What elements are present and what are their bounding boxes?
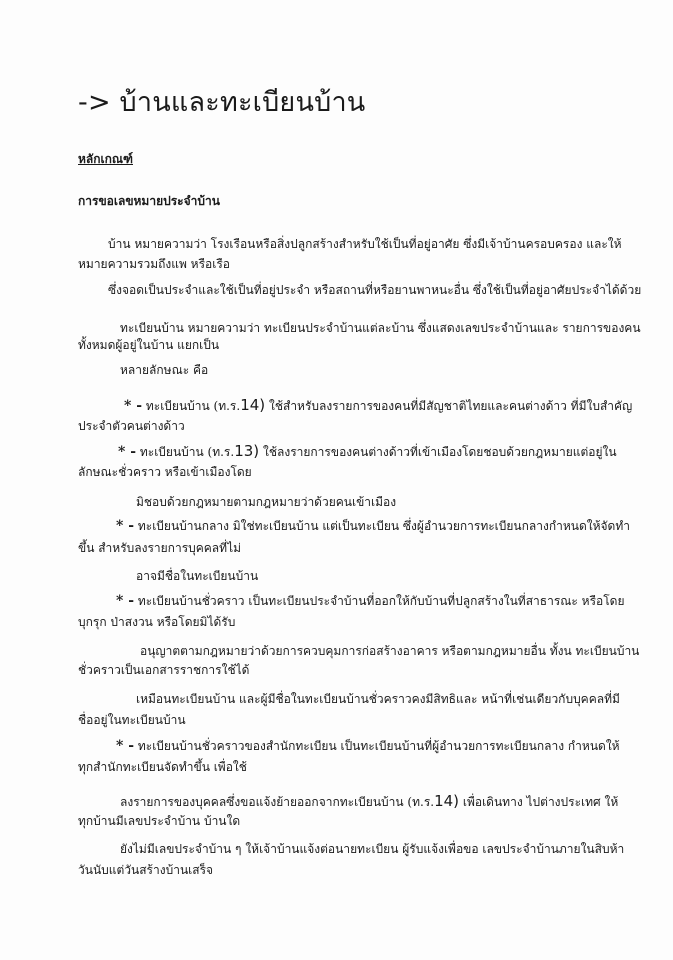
paragraph-line: วันนับแต่วันสร้างบ้านเสร็จ: [78, 863, 214, 877]
bullet-item: [116, 738, 620, 754]
bullet-text: ทะเบียนบ้านกลาง มิใช่ทะเบียนบ้าน แต่เป็นทะเบียน ซึ่งผู้อำนวยการทะเบียนกลางกำหนดให้จัดทำ: [137, 519, 630, 533]
bullet-marker: * -: [118, 444, 137, 460]
form-number: 14): [240, 396, 266, 414]
bullet-text: ลงรายการของบุคคลซึ่งขอแจ้งย้ายออกจากทะเบียนบ้าน (ท.ร.: [120, 795, 435, 809]
paragraph-line: ลักษณะชั่วคราว หรือเข้าเมืองโดย: [78, 465, 252, 479]
paragraph-line: ชั่วคราวเป็นเอกสารราชการใช้ได้: [78, 663, 250, 677]
bullet-marker: * -: [116, 738, 135, 754]
section-heading-principle: หลักเกณฑ์: [78, 152, 133, 166]
paragraph-line: ประจำตัวคนต่างด้าว: [78, 419, 185, 433]
paragraph-line: บ้าน หมายความว่า โรงเรือนหรือสิ่งปลูกสร้างสำหรับใช้เป็นที่อยู่อาศัย ซึ่งมีเจ้าบ้านครอบครอง และให้: [108, 237, 622, 251]
bullet-marker: * -: [116, 518, 135, 534]
paragraph-line: อนุญาตตามกฎหมายว่าด้วยการควบคุมการก่อสร้างอาคาร หรือตามกฎหมายอื่น ทั้งน ทะเบียนบ้าน: [140, 644, 640, 658]
paragraph-line: อาจมีชื่อในทะเบียนบ้าน: [136, 569, 259, 583]
bullet-text: เพื่อเดินทาง ไปต่างประเทศ ให้: [462, 795, 619, 809]
bullet-item: [124, 397, 632, 414]
paragraph-line: ขึ้น สำหรับลงรายการบุคคลที่ไม่: [78, 541, 242, 555]
paragraph-line: เหมือนทะเบียนบ้าน และผู้มีชื่อในทะเบียนบ้านชั่วคราวคงมีสิทธิและ หน้าที่เช่นเดียวกับบุคคลที่มี: [136, 692, 620, 706]
section-heading-request: การขอเลขหมายประจำบ้าน: [78, 194, 220, 208]
paragraph-line: ชื่ออยู่ในทะเบียนบ้าน: [78, 713, 186, 727]
paragraph-line: ทั้งหมดผู้อยู่ในบ้าน แยกเป็น: [78, 338, 220, 352]
paragraph-line: [120, 793, 618, 810]
bullet-text: ใช้สำหรับลงรายการของคนที่มีสัญชาติไทยและคนต่างด้าว ที่มีใบสำคัญ: [268, 399, 633, 413]
paragraph-line: หลายลักษณะ คือ: [120, 363, 209, 377]
paragraph-line: ยังไม่มีเลขประจำบ้าน ๆ ให้เจ้าบ้านแจ้งต่อนายทะเบียน ผู้รับแจ้งเพื่อขอ เลขประจำบ้านภายในสิบห้า: [120, 842, 625, 856]
bullet-text: ทะเบียนบ้านชั่วคราวของสำนักทะเบียน เป็นทะเบียนบ้านที่ผู้อำนวยการทะเบียนกลาง กำหนดให้: [137, 739, 620, 753]
paragraph-line: หมายความรวมถึงแพ หรือเรือ: [78, 257, 230, 271]
paragraph-line: ทะเบียนบ้าน หมายความว่า ทะเบียนประจำบ้านแต่ละบ้าน ซึ่งแสดงเลขประจำบ้านและ รายการของคน: [120, 321, 641, 335]
bullet-text: ทะเบียนบ้าน (ท.ร.: [139, 445, 235, 459]
bullet-marker: * -: [124, 398, 143, 414]
page-title: -> บ้านและทะเบียนบ้าน: [78, 87, 366, 118]
bullet-text: ทะเบียนบ้าน (ท.ร.: [145, 399, 241, 413]
paragraph-line: บุกรุก ป่าสงวน หรือโดยมิได้รับ: [78, 615, 236, 629]
bullet-marker: * -: [116, 593, 135, 609]
bullet-item: [118, 443, 617, 460]
bullet-item: [116, 518, 630, 534]
form-number: 13): [234, 442, 260, 460]
paragraph-line: ทุกสำนักทะเบียนจัดทำขึ้น เพื่อใช้: [78, 760, 247, 774]
paragraph-line: ซึ่งจอดเป็นประจำและใช้เป็นที่อยู่ประจำ หรือสถานที่หรือยานพาหนะอื่น ซึ่งใช้เป็นที่อยู่อาศัยประจำได้ด้วย: [108, 283, 642, 297]
bullet-item: [116, 593, 625, 609]
paragraph-line: มิชอบด้วยกฎหมายตามกฎหมายว่าด้วยคนเข้าเมือง: [136, 495, 397, 509]
bullet-text: ทะเบียนบ้านชั่วคราว เป็นทะเบียนประจำบ้านที่ออกให้กับบ้านที่ปลูกสร้างในที่สาธารณะ หรือโดย: [137, 594, 625, 608]
form-number: 14): [434, 792, 460, 810]
paragraph-line: ทุกบ้านมีเลขประจำบ้าน บ้านใด: [78, 814, 241, 828]
bullet-text: ใช้ลงรายการของคนต่างด้าวที่เข้าเมืองโดยชอบด้วยกฎหมายแต่อยู่ใน: [262, 445, 617, 459]
